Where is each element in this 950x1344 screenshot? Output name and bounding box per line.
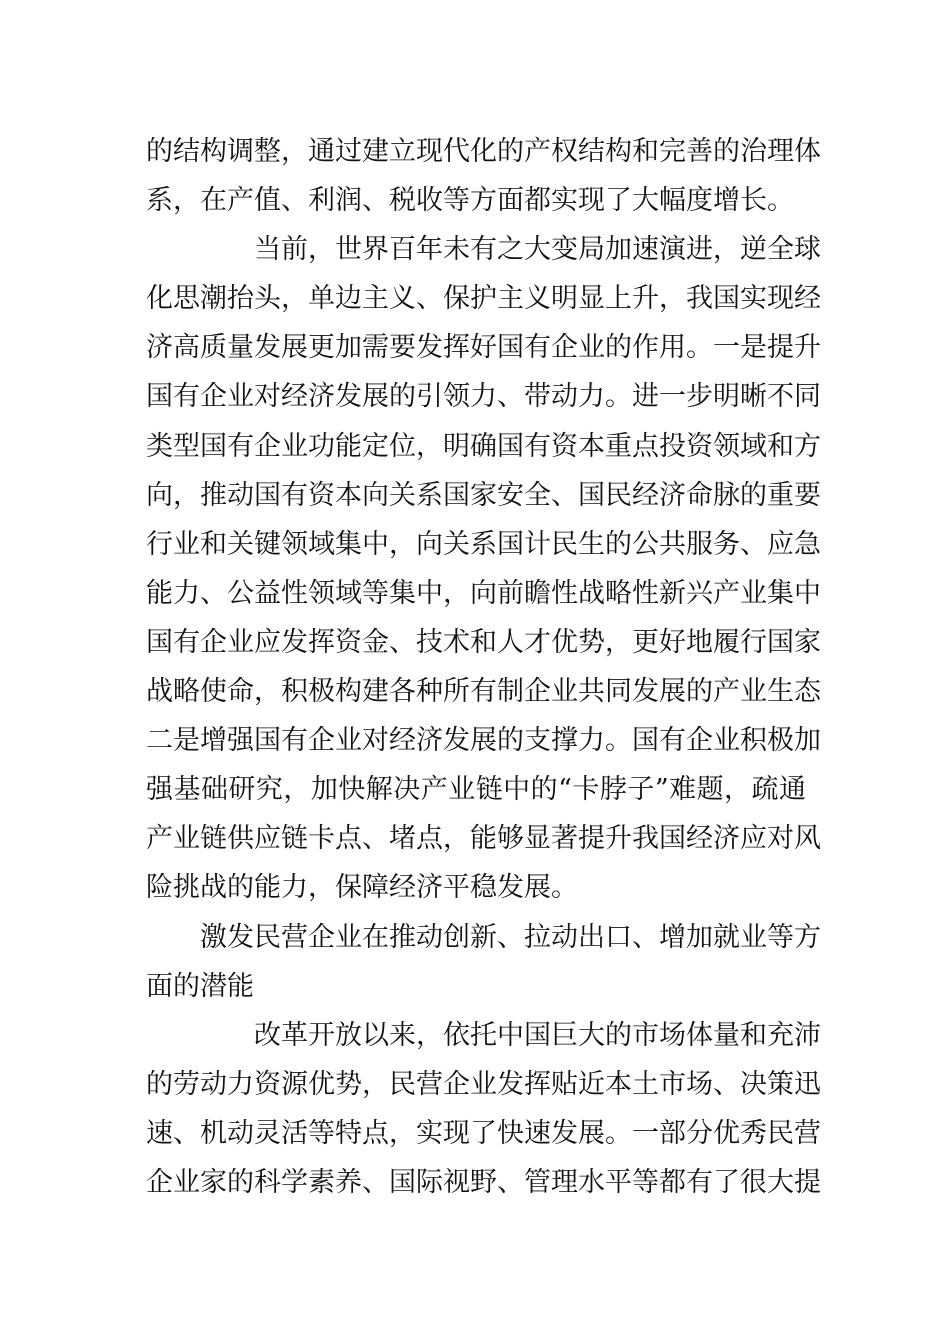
text-line: 能力、公益性领域等集中，向前瞻性战略性新兴产业集中 <box>146 577 821 609</box>
text-line: 行业和关键领域集中，向关系国计民生的公共服务、应急 <box>146 528 821 560</box>
text-line: 强基础研究，加快解决产业链中的“卡脖子”难题，疏通 <box>146 774 806 806</box>
text-line: 二是增强国有企业对经济发展的支撑力。国有企业积极加 <box>146 725 821 757</box>
text-line: 向，推动国有资本向关系国家安全、国民经济命脉的重要 <box>146 479 821 511</box>
text-line: 的劳动力资源优势，民营企业发挥贴近本土市场、决策迅 <box>146 1068 821 1100</box>
text-line: 系，在产值、利润、税收等方面都实现了大幅度增长。 <box>146 185 794 217</box>
text-line: 化思潮抬头，单边主义、保护主义明显上升，我国实现经 <box>146 283 821 315</box>
text-line: 国有企业对经济发展的引领力、带动力。进一步明晰不同 <box>146 381 821 413</box>
text-line: 战略使命，积极构建各种所有制企业共同发展的产业生态 <box>146 676 821 708</box>
text-line: 济高质量发展更加需要发挥好国有企业的作用。一是提升 <box>146 332 821 364</box>
text-line: 险挑战的能力，保障经济平稳发展。 <box>146 872 578 904</box>
text-line: 国有企业应发挥资金、技术和人才优势，更好地履行国家 <box>146 626 821 658</box>
text-line: 类型国有企业功能定位，明确国有资本重点投资领域和方 <box>146 430 821 462</box>
document-body <box>146 127 821 1207</box>
text-line: 面的潜能 <box>146 970 254 1002</box>
text-line: 的结构调整，通过建立现代化的产权结构和完善的治理体 <box>146 136 821 167</box>
text-line: 激发民营企业在推动创新、拉动出口、增加就业等方 <box>200 921 821 953</box>
text-line: 改革开放以来，依托中国巨大的市场体量和充沛 <box>254 1019 821 1051</box>
text-line: 当前，世界百年未有之大变局加速演进，逆全球 <box>254 234 821 266</box>
text-line: 产业链供应链卡点、堵点，能够显著提升我国经济应对风 <box>146 823 821 855</box>
text-line: 企业家的科学素养、国际视野、管理水平等都有了很大提 <box>146 1166 821 1198</box>
text-line: 速、机动灵活等特点，实现了快速发展。一部分优秀民营 <box>146 1117 821 1149</box>
